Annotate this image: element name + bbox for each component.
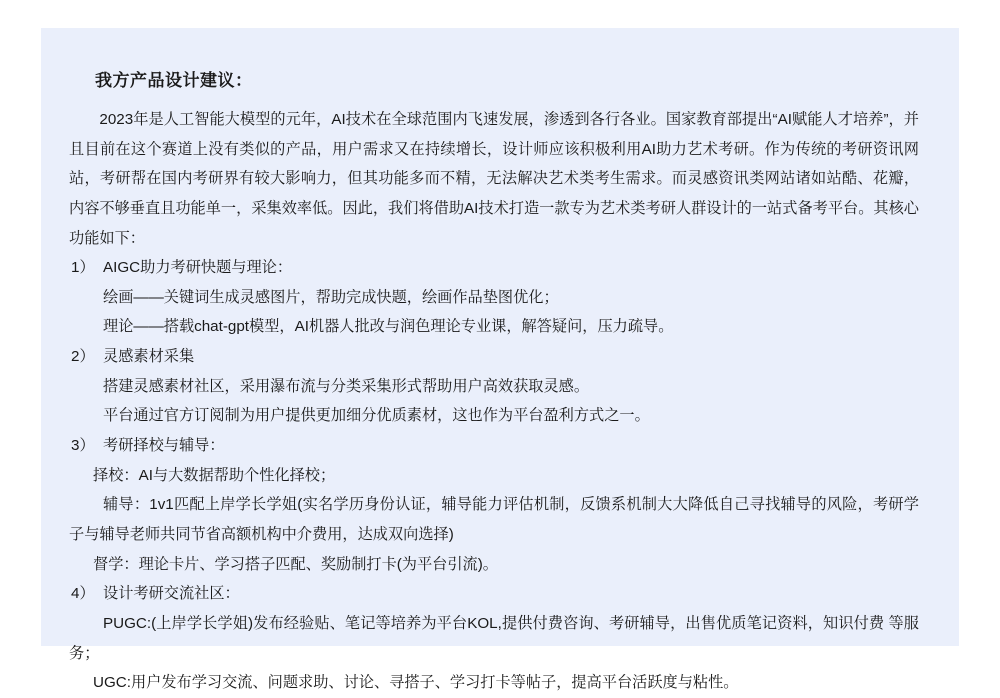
feature-list	[69, 253, 919, 698]
list-item-heading	[69, 342, 919, 372]
list-item-heading	[69, 579, 919, 609]
list-item-heading	[69, 253, 919, 283]
list-item	[69, 431, 919, 579]
list-item-number: 2）	[71, 348, 95, 366]
list-item-title: AIGC助力考研快题与理论：	[103, 259, 293, 277]
list-item-line: 督学：理论卡片、学习搭子匹配、奖励制打卡(为平台引流)。	[93, 555, 498, 573]
list-item-number: 1）	[71, 259, 95, 277]
intro-paragraph: 2023年是人工智能大模型的元年，AI技术在全球范围内飞速发展，渗透到各行各业。国家教育部提出“AI赋能人才培养”，并且目前在这个赛道上没有类似的产品，用户需求又在持续增长，设计师应该积极利用AI助力艺术考研。作为传统的考研资讯网站，考研帮在国内考研界有较大影响力，但其功能多而不精，无法解决艺术类考生需求。而灵感资讯类网站诸如站酷、花瓣，内容不够垂直且功能单一，采集效率低。因此，我们将借助AI技术打造一款专为艺术类考研人群设计的一站式备考平台。其核心功能如下：	[69, 111, 919, 247]
list-item	[69, 579, 919, 698]
list-item-title: 设计考研交流社区：	[103, 585, 240, 603]
list-item-line: 辅导：1v1匹配上岸学长学姐(实名学历身份认证，辅导能力评估机制，反馈系机制大大降低自己寻找辅导的风险，考研学子与辅导老师共同节省高额机构中介费用，达成双向选择)	[69, 496, 919, 543]
list-item	[69, 342, 919, 431]
list-item-line: PUGC:(上岸学长学姐)发布经验贴、笔记等培养为平台KOL,提供付费咨询、考研辅导，出售优质笔记资料，知识付费 等服务；	[69, 614, 919, 662]
list-item-number: 3）	[71, 437, 95, 455]
document-page	[41, 28, 959, 692]
page-title: 我方产品设计建议：	[95, 71, 253, 90]
list-item-line: 绘画——关键词生成灵感图片，帮助完成快题，绘画作品垫图优化；	[103, 288, 559, 306]
list-item-line: 择校：AI与大数据帮助个性化择校；	[93, 466, 336, 484]
list-item-title: 考研择校与辅导：	[103, 437, 225, 455]
list-item-title: 灵感素材采集	[103, 348, 195, 366]
list-item-line: 搭建灵感素材社区，采用瀑布流与分类采集形式帮助用户高效获取灵感。	[103, 377, 589, 395]
list-item-line: UGC:用户发布学习交流、问题求助、讨论、寻搭子、学习打卡等帖子，提高平台活跃度与粘性。	[93, 674, 739, 692]
list-item-line: 理论——搭载chat-gpt模型，AI机器人批改与润色理论专业课，解答疑问，压力疏导。	[103, 318, 674, 336]
list-item-line: 平台通过官方订阅制为用户提供更加细分优质素材，这也作为平台盈利方式之一。	[103, 407, 650, 425]
list-item-heading	[69, 431, 919, 461]
list-item	[69, 253, 919, 342]
list-item-number: 4）	[71, 585, 95, 603]
